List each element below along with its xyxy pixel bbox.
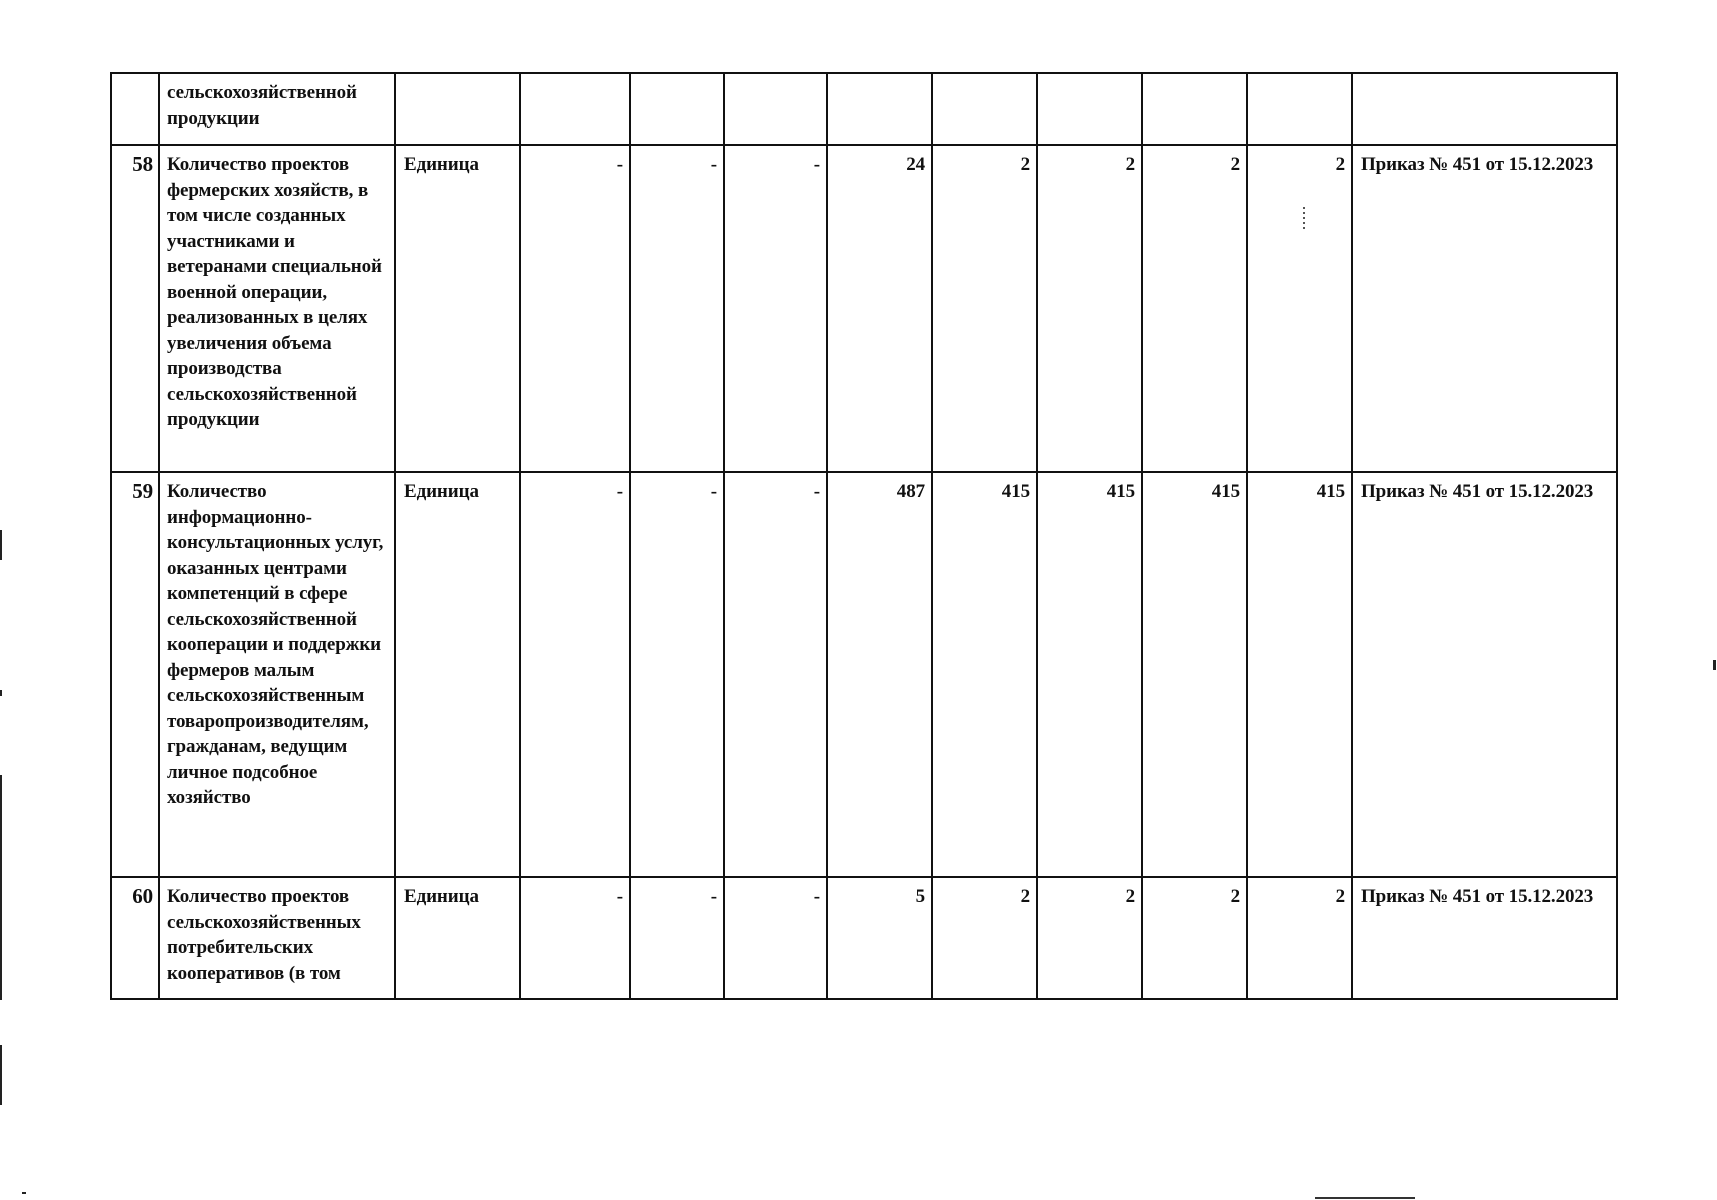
value-cell: [724, 73, 827, 145]
value-cell: -: [630, 472, 724, 877]
value-cell: 2: [1142, 145, 1247, 472]
source-document: [1352, 73, 1617, 145]
value-cell: 415: [932, 472, 1037, 877]
value-cell: 2: [1247, 877, 1352, 999]
value-cell: -: [520, 472, 630, 877]
value-cell: [520, 73, 630, 145]
value-cell: -: [520, 145, 630, 472]
value-cell: -: [630, 877, 724, 999]
unit-cell: Единица: [395, 877, 520, 999]
value-cell: [827, 73, 932, 145]
table-row: [111, 472, 1617, 877]
indicator-name: Количество проектов фермерских хозяйств, в том числе созданных участниками и ветеранами специальной военной операции, реализованных в целях увеличения объема производства сельскохозяйственной продукции: [159, 145, 395, 472]
source-document: Приказ № 451 от 15.12.2023: [1352, 877, 1617, 999]
value-cell: 487: [827, 472, 932, 877]
value-cell: 24: [827, 145, 932, 472]
row-index: [111, 73, 159, 145]
value-cell: 415: [1037, 472, 1142, 877]
value-cell: 5: [827, 877, 932, 999]
value-cell: -: [724, 472, 827, 877]
value-cell: 2: [1247, 145, 1352, 472]
scan-edge-mark: [22, 1192, 26, 1194]
scan-edge-mark: [0, 530, 2, 560]
scan-edge-mark: [0, 775, 2, 1000]
table-row: [111, 877, 1617, 999]
indicator-name: Количество проектов сельскохозяйственных потребительских кооперативов (в том: [159, 877, 395, 999]
unit-cell: Единица: [395, 472, 520, 877]
row-index: 59: [111, 472, 159, 877]
source-document: Приказ № 451 от 15.12.2023: [1352, 472, 1617, 877]
value-cell: 2: [932, 877, 1037, 999]
value-cell: [630, 73, 724, 145]
value-cell: [1037, 73, 1142, 145]
value-cell: 415: [1247, 472, 1352, 877]
table-row: [111, 73, 1617, 145]
value-cell: 2: [1037, 877, 1142, 999]
value-cell: 2: [1037, 145, 1142, 472]
scan-underline-mark: [1315, 1197, 1415, 1199]
source-document: Приказ № 451 от 15.12.2023: [1352, 145, 1617, 472]
value-cell: [1142, 73, 1247, 145]
row-index: 60: [111, 877, 159, 999]
value-cell: -: [724, 877, 827, 999]
value-cell: -: [630, 145, 724, 472]
scan-edge-mark: [0, 1045, 2, 1105]
indicator-name: Количество информационно-консультационных услуг, оказанных центрами компетенций в сфере сельскохозяйственной кооперации и поддержки фермеров малым сельскохозяйственным товаропроизводителям, гражданам, ведущим личное подсобное хозяйство: [159, 472, 395, 877]
value-cell: 415: [1142, 472, 1247, 877]
indicator-table: [110, 72, 1618, 1000]
value-cell: [1247, 73, 1352, 145]
value-cell: [932, 73, 1037, 145]
unit-cell: Единица: [395, 145, 520, 472]
table-row: [111, 145, 1617, 472]
value-cell: 2: [932, 145, 1037, 472]
value-cell: -: [520, 877, 630, 999]
scan-dotted-mark: [1303, 207, 1305, 229]
scan-edge-mark: [0, 690, 2, 696]
row-index: 58: [111, 145, 159, 472]
value-cell: -: [724, 145, 827, 472]
value-cell: 2: [1142, 877, 1247, 999]
scan-edge-mark: [1713, 660, 1716, 670]
indicator-name: сельскохозяйственной продукции: [159, 73, 395, 145]
unit-cell: [395, 73, 520, 145]
